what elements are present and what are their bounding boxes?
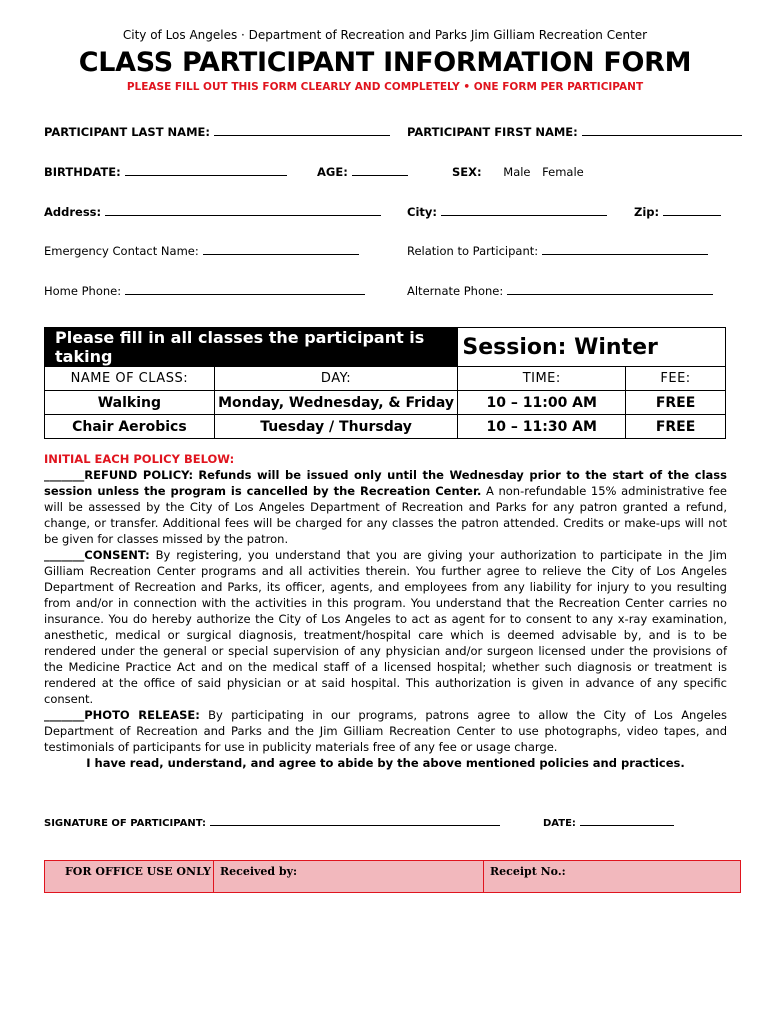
received-by-cell: Received by: xyxy=(213,861,483,892)
age-label: AGE: xyxy=(317,165,348,179)
consent-label[interactable]: _______CONSENT: xyxy=(44,548,150,562)
class-day-cell: Monday, Wednesday, & Friday xyxy=(214,391,458,415)
sex-label: SEX: xyxy=(452,165,482,179)
agreement-statement: I have read, understand, and agree to abide by the above mentioned policies and practices. xyxy=(86,756,685,770)
zip-label: Zip: xyxy=(634,205,660,219)
class-time-cell: 10 – 11:00 AM xyxy=(458,391,626,415)
address-field[interactable] xyxy=(44,205,381,219)
age-field[interactable] xyxy=(317,165,408,179)
photo-release-text: By participating in our programs, patrons agree to allow the City of Los Angeles Department of Recreation and Parks and the Jim Gilliam Recreation Center to use photographs, video tapes, and testimonials of participants for use in publicity materials free of any fee or usage charge. xyxy=(44,708,727,754)
class-fee-cell: FREE xyxy=(626,415,726,439)
emergency-contact-label: Emergency Contact Name: xyxy=(44,244,199,258)
form-title: CLASS PARTICIPANT INFORMATION FORM xyxy=(78,47,692,78)
refund-policy-text: A non-refundable 15% administrative fee will be assessed by the City of Los Angeles Department of Recreation and Parks for any patron granted a refund, change, or transfer. Additional fees will be charged for any classes the patron attended. Credits or make-ups will not be given for classes missed by the patron. xyxy=(44,484,727,546)
refund-policy-bold: Refunds will be issued only until the Wednesday prior to the start of the class session unless the program is cancelled by the Recreation Center. xyxy=(44,468,727,498)
column-header-time: TIME: xyxy=(458,367,626,391)
emergency-contact-field[interactable] xyxy=(44,244,359,258)
sex-option-female[interactable]: Female xyxy=(542,165,584,179)
table-row xyxy=(45,391,726,415)
first-name-label: PARTICIPANT FIRST NAME: xyxy=(407,125,578,139)
classes-banner: Please fill in all classes the participant is taking xyxy=(45,328,458,367)
birthdate-label: BIRTHDATE: xyxy=(44,165,121,179)
office-use-box xyxy=(44,860,741,893)
session-label: Session: Winter xyxy=(458,328,726,367)
birthdate-field[interactable] xyxy=(44,165,287,179)
office-use-label: FOR OFFICE USE ONLY xyxy=(65,865,211,878)
date-label: DATE: xyxy=(543,818,576,829)
class-day-cell: Tuesday / Thursday xyxy=(214,415,458,439)
column-header-name: NAME OF CLASS: xyxy=(45,367,215,391)
policies-heading: INITIAL EACH POLICY BELOW: xyxy=(44,452,235,466)
home-phone-field[interactable] xyxy=(44,284,365,298)
class-time-cell: 10 – 11:30 AM xyxy=(458,415,626,439)
first-name-field[interactable] xyxy=(407,125,742,139)
last-name-label: PARTICIPANT LAST NAME: xyxy=(44,125,210,139)
home-phone-label: Home Phone: xyxy=(44,284,122,298)
relation-field[interactable] xyxy=(407,244,708,258)
city-field[interactable] xyxy=(407,205,607,219)
table-row xyxy=(45,415,726,439)
sex-option-male[interactable]: Male xyxy=(503,165,531,179)
header-line: City of Los Angeles · Department of Recreation and Parks Jim Gilliam Recreation Center xyxy=(122,28,648,42)
sex-field xyxy=(452,165,584,179)
classes-table xyxy=(44,327,726,439)
policies-section xyxy=(44,451,727,771)
receipt-number-cell: Receipt No.: xyxy=(483,861,740,892)
column-header-fee: FEE: xyxy=(626,367,726,391)
class-name-cell: Chair Aerobics xyxy=(45,415,215,439)
refund-policy-label[interactable]: _______REFUND POLICY: xyxy=(44,468,194,482)
city-label: City: xyxy=(407,205,437,219)
class-fee-cell: FREE xyxy=(626,391,726,415)
refund-policy xyxy=(44,467,727,547)
alternate-phone-field[interactable] xyxy=(407,284,713,298)
last-name-field[interactable] xyxy=(44,125,390,139)
zip-field[interactable] xyxy=(634,205,721,219)
photo-release-label[interactable]: _______PHOTO RELEASE: xyxy=(44,708,200,722)
address-label: Address: xyxy=(44,205,102,219)
signature-label: SIGNATURE OF PARTICIPANT: xyxy=(44,818,207,829)
consent-policy xyxy=(44,547,727,707)
signature-field[interactable] xyxy=(44,815,500,829)
consent-text: By registering, you understand that you are giving your authorization to participate in the Jim Gilliam Recreation Center programs and all activities therein. You further agree to relieve the City of Los Angeles Department of Recreation and Parks, its officer, agents, and employees from any liability for injury to you resulting from and/or in connection with the activities in this program. You understand that the Recreation Center carries no insurance. You do hereby authorize the City of Los Angeles to act as agent for to consent to any x-ray examination, anesthetic, medical or surgical diagnosis, treatment/hospital care which is deemed advisable by, and is to be rendered under the general or special supervision of any physician and/or surgeon licensed under the provisions of the Medicine Practice Act and on the medical staff of a licensed hospital; whether such diagnosis or treatment is rendered at the office of said physician or at said hospital. This authorization is given in advance of any specific consent. xyxy=(44,548,727,706)
alternate-phone-label: Alternate Phone: xyxy=(407,284,504,298)
photo-release-policy xyxy=(44,707,727,755)
class-name-cell: Walking xyxy=(45,391,215,415)
relation-label: Relation to Participant: xyxy=(407,244,539,258)
date-field[interactable] xyxy=(543,815,674,829)
column-header-day: DAY: xyxy=(214,367,458,391)
form-subtitle: PLEASE FILL OUT THIS FORM CLEARLY AND COMPLETELY • ONE FORM PER PARTICIPANT xyxy=(126,81,644,93)
